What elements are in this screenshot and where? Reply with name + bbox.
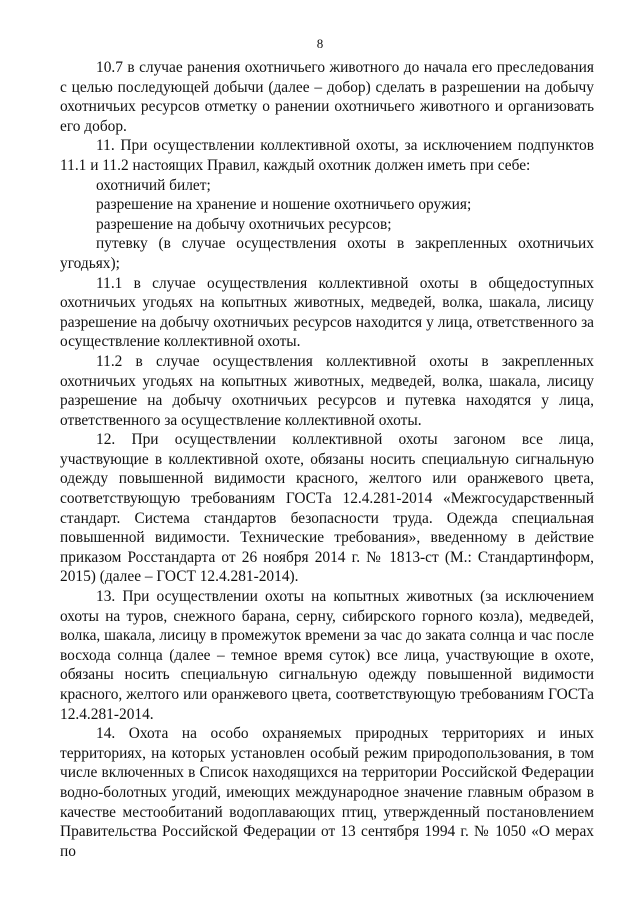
document-body (60, 58, 594, 861)
list-item-weapon-permit: разрешение на хранение и ношение охотничьего оружия; (96, 196, 472, 214)
paragraph-13: 13. При осуществлении охоты на копытных животных (за исключением охоты на туров, снежного барана, серну, сибирского горного козла), медведей, волка, шакала, лисицу в промежуток времени за час до заката солнца и час после восхода солнца (далее – темное время суток) все лица, участвующие в охоте, обязаны носить специальную сигнальную одежду повышенной видимости красного, желтого или оранжевого цвета, соответствующую требованиям ГОСТа 12.4.281-2014. (60, 588, 594, 723)
paragraph-12: 12. При осуществлении коллективной охоты загоном все лица, участвующие в коллективной охоте, обязаны носить специальную сигнальную одежду повышенной видимости красного, желтого или оранжевого цвета, соответствующую требованиям ГОСТа 12.4.281-2014 «Межгосударственный стандарт. Система стандартов безопасности труда. Одежда специальная повышенной видимости. Технические требования», введенному в действие приказом Росстандарта от 26 ноября 2014 г. № 1813-ст (М.: Стандартинформ, 2015) (далее – ГОСТ 12.4.281-2014). (60, 431, 594, 586)
page-number: 8 (316, 36, 324, 51)
list-item-hunting-license: охотничий билет; (96, 176, 211, 194)
paragraph-11: 11. При осуществлении коллективной охоты, за исключением подпунктов 11.1 и 11.2 настоящих Правил, каждый охотник должен иметь при себе: (60, 137, 594, 174)
list-item-voucher: путевку (в случае осуществления охоты в закрепленных охотничьих угодьях); (60, 235, 594, 272)
paragraph-14: 14. Охота на особо охраняемых природных территориях и иных территориях, на которых установлен особый режим природопользования, в том числе включенных в Список находящихся на территории Российской Федерации водно-болотных угодий, имеющих международное значение главным образом в качестве местообитаний водоплавающих птиц, утвержденный постановлением Правительства Российской Федерации от 13 сентября 1994 г. № 1050 «О мерах по (60, 725, 594, 860)
paragraph-10-7: 10.7 в случае ранения охотничьего животного до начала его преследования с целью последующей добычи (далее – добор) сделать в разрешении на добычу охотничьих ресурсов отметку о ранении охотничьего животного и организовать его добор. (60, 59, 594, 135)
list-item-harvest-permit: разрешение на добычу охотничьих ресурсов; (96, 215, 392, 233)
paragraph-11-1: 11.1 в случае осуществления коллективной охоты в общедоступных охотничьих угодьях на копытных животных, медведей, волка, шакала, лисицу разрешение на добычу охотничьих ресурсов находится у лица, ответственного за осуществление коллективной охоты. (60, 274, 594, 351)
paragraph-11-2: 11.2 в случае осуществления коллективной охоты в закрепленных охотничьих угодьях на копытных животных, медведей, волка, шакала, лисицу разрешение на добычу охотничьих ресурсов и путевка находятся у лица, ответственного за осуществление коллективной охоты. (60, 352, 594, 429)
